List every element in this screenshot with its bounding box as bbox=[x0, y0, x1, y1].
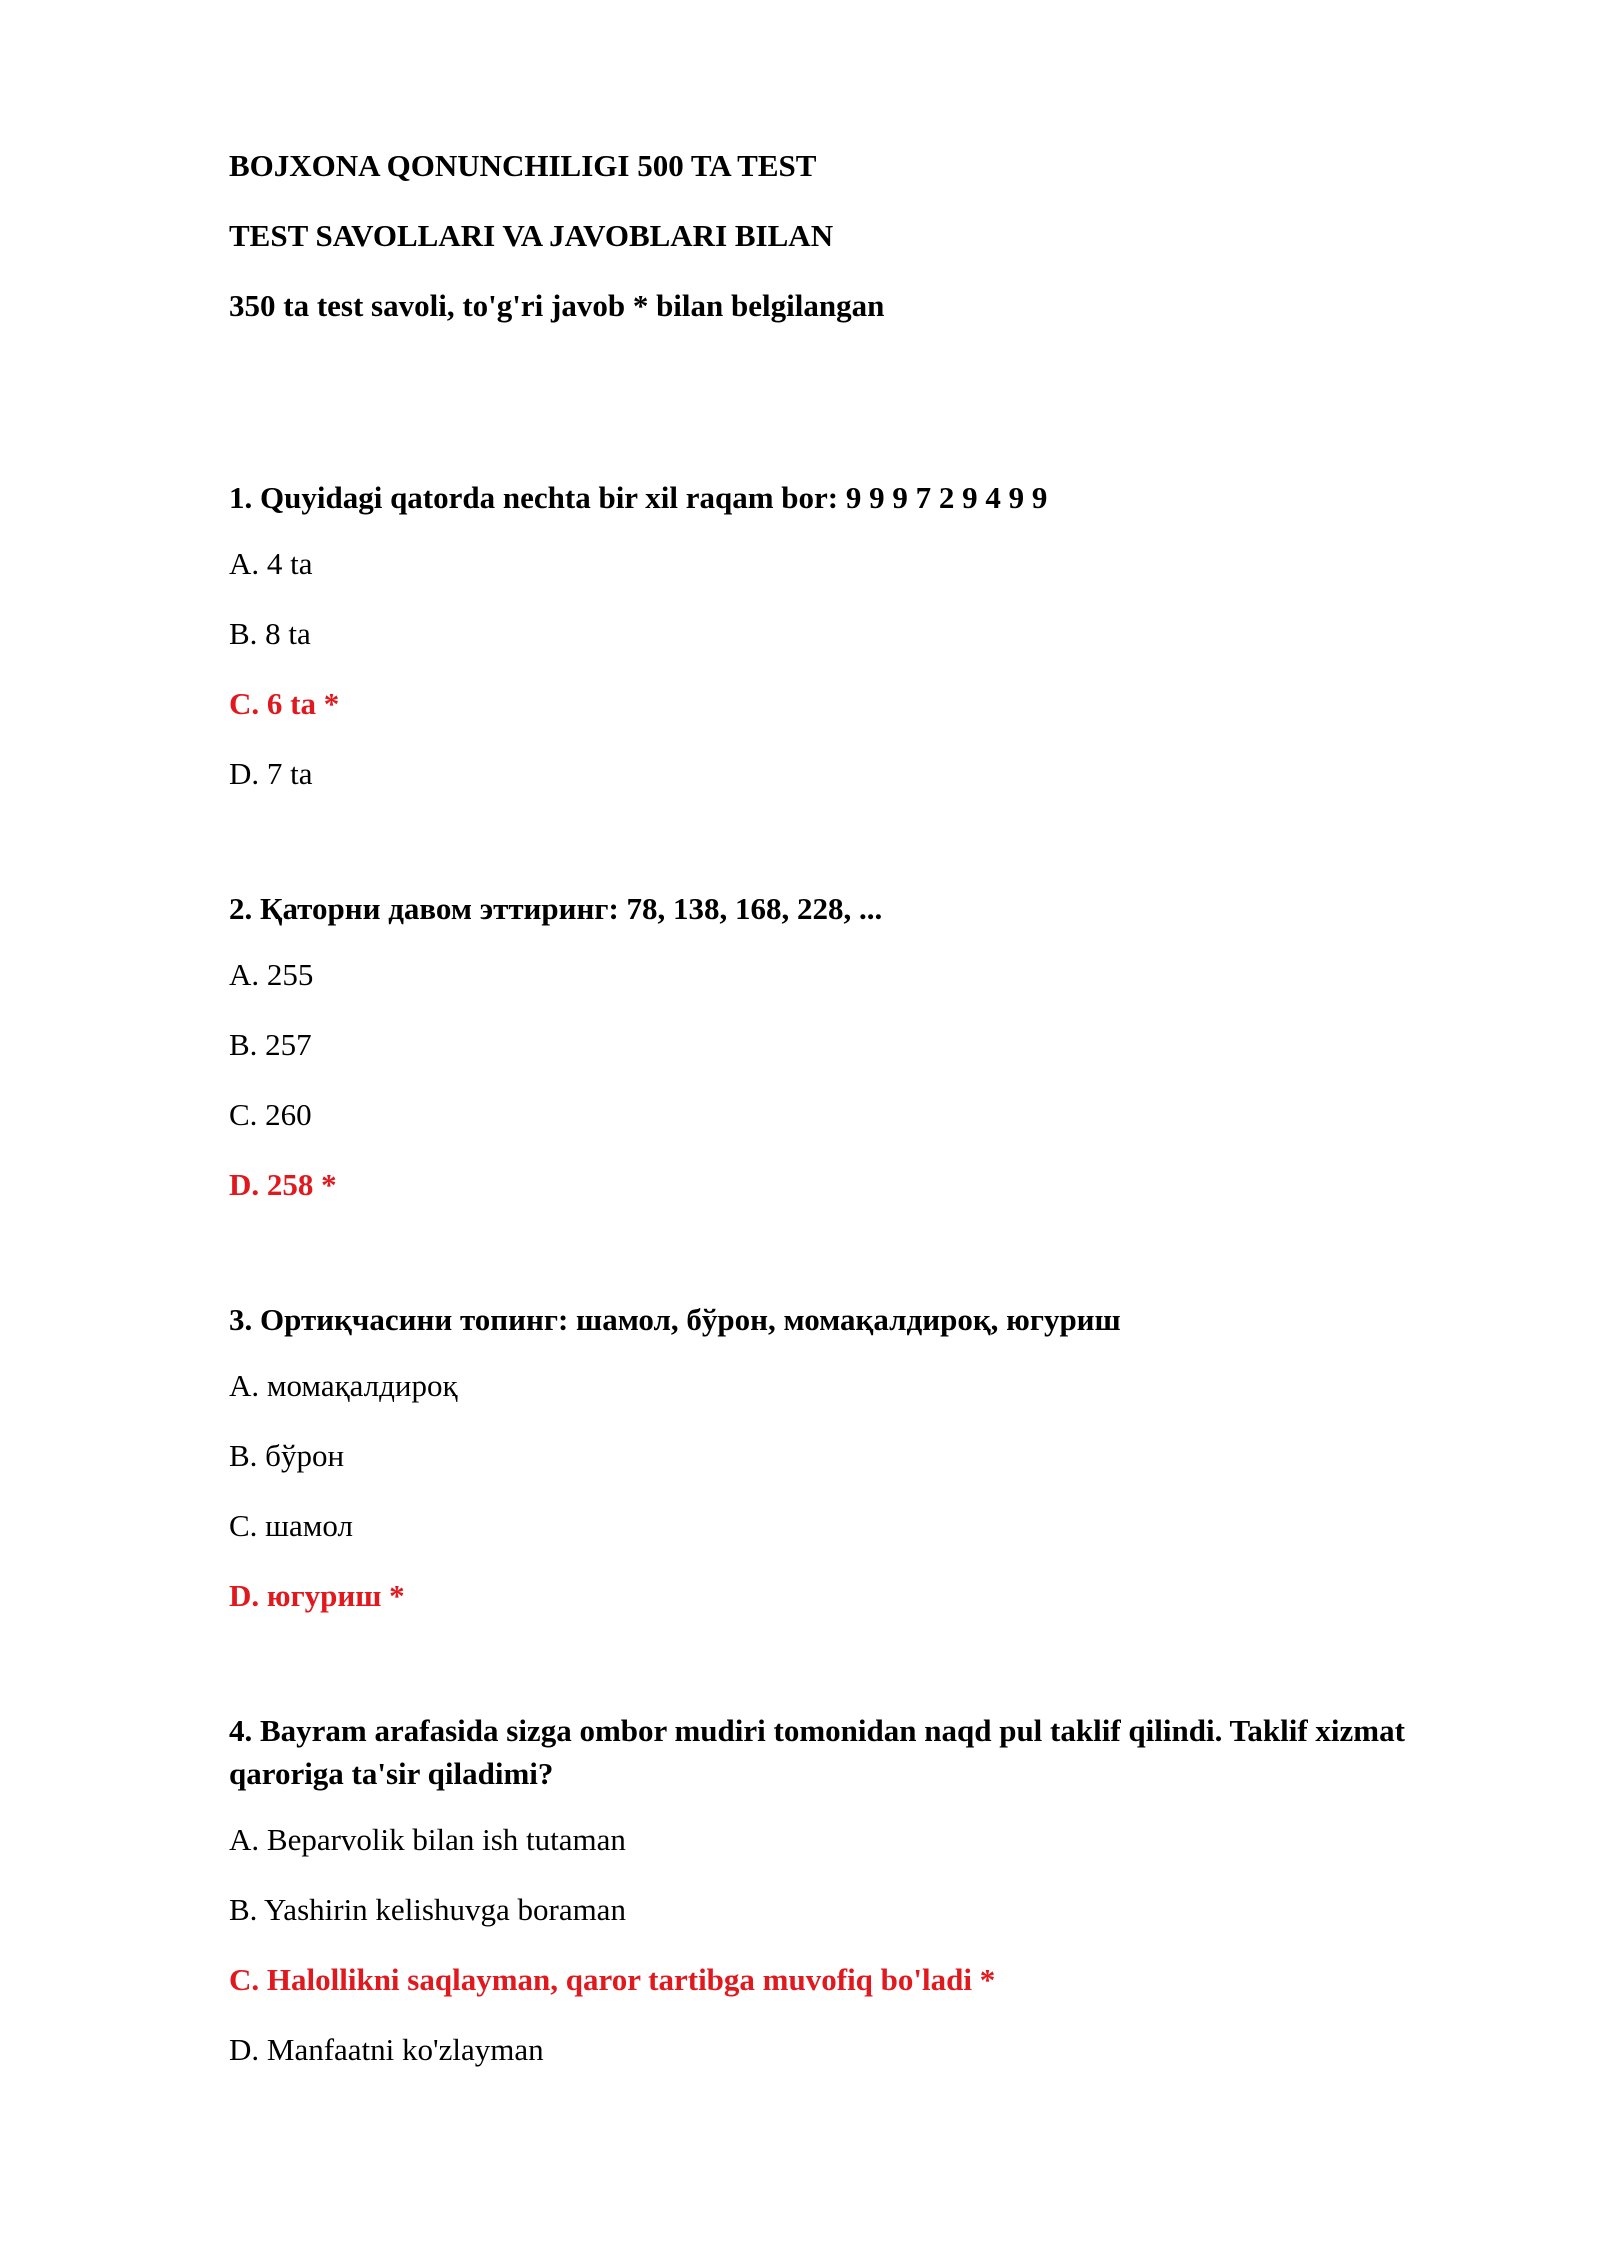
answer-option: B. 257 bbox=[229, 1027, 312, 1062]
question-1 bbox=[229, 476, 1480, 792]
answer-option: A. 255 bbox=[229, 957, 314, 992]
questions-list bbox=[229, 476, 1480, 2068]
answer-option-correct: C. 6 ta * bbox=[229, 686, 340, 721]
answer-option-correct: C. Halollikni saqlayman, qaror tartibga muvofiq bo'ladi * bbox=[229, 1962, 996, 1997]
answer-option-correct: D. югуриш * bbox=[229, 1578, 405, 1613]
answer-option: C. 260 bbox=[229, 1097, 312, 1132]
question-text: 2. Қаторни давом эттиринг: 78, 138, 168, 228, ... bbox=[229, 891, 883, 926]
document-note: 350 ta test savoli, to'g'ri javob * bilan belgilangan bbox=[229, 288, 885, 323]
answer-option: A. Beparvolik bilan ish tutaman bbox=[229, 1822, 626, 1857]
document-title: BOJXONA QONUNCHILIGI 500 TA TEST bbox=[229, 148, 817, 183]
answer-option-correct: D. 258 * bbox=[229, 1167, 337, 1202]
answer-option: B. бўрон bbox=[229, 1438, 345, 1473]
document-subtitle: TEST SAVOLLARI VA JAVOBLARI BILAN bbox=[229, 218, 834, 253]
answer-option: A. 4 ta bbox=[229, 546, 313, 581]
question-2 bbox=[229, 887, 1480, 1203]
answer-option: B. 8 ta bbox=[229, 616, 311, 651]
question-text: 4. Bayram arafasida sizga ombor mudiri tomonidan naqd pul taklif qilindi. Taklif xizmat qaroriga ta'sir qiladimi? bbox=[229, 1713, 1405, 1791]
question-3 bbox=[229, 1298, 1480, 1614]
answer-option: A. момақалдироқ bbox=[229, 1368, 458, 1403]
question-text: 1. Quyidagi qatorda nechta bir xil raqam bor: 9 9 9 7 2 9 4 9 9 bbox=[229, 480, 1048, 515]
answer-option: C. шамол bbox=[229, 1508, 353, 1543]
answer-option: D. Manfaatni ko'zlayman bbox=[229, 2032, 544, 2067]
question-4 bbox=[229, 1709, 1480, 2068]
answer-option: B. Yashirin kelishuvga boraman bbox=[229, 1892, 626, 1927]
answer-option: D. 7 ta bbox=[229, 756, 313, 791]
question-text: 3. Ортиқчасини топинг: шамол, бўрон, момақалдироқ, югуриш bbox=[229, 1302, 1121, 1337]
